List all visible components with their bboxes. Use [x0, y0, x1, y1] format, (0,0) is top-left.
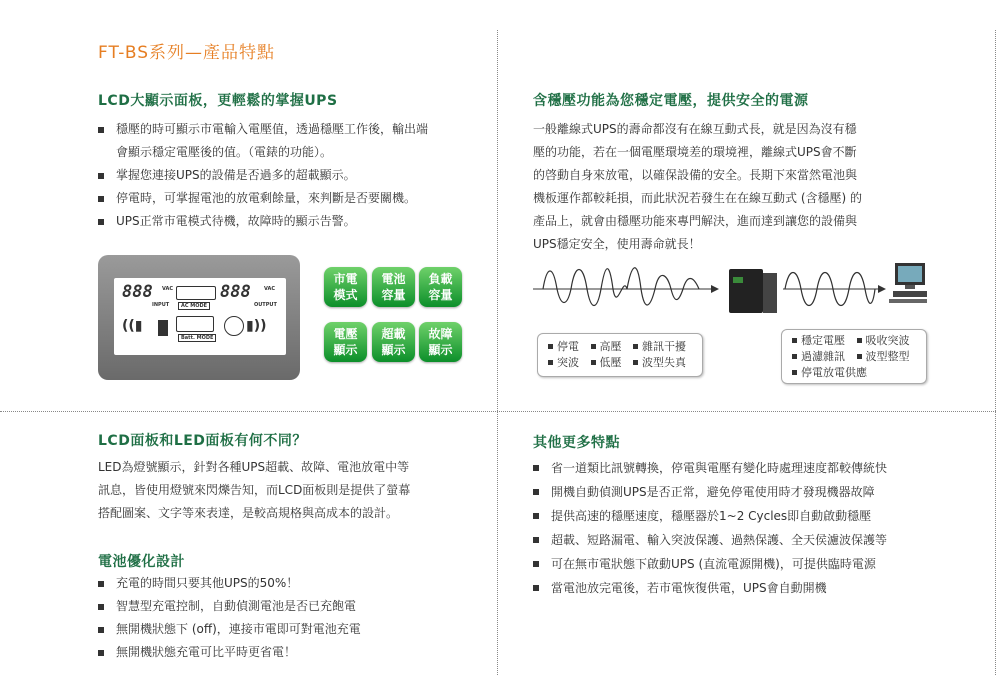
- list-item: 可在無市電狀態下啟動UPS (直流電源開機)，可提供臨時電源: [533, 552, 887, 576]
- list-item: UPS正常市電模式待機，故障時的顯示告警。: [98, 210, 428, 233]
- more-feature-list: [533, 456, 887, 600]
- list-item: 省一道類比訊號轉換，停電與電壓有變化時處理速度都較傳統快: [533, 456, 887, 480]
- list-item: 無開機狀態下 (off)，連接市電即可對電池充電: [98, 618, 361, 641]
- list-item: 充電的時間只要其他UPS的50%！: [98, 572, 361, 595]
- lcd-section-heading: LCD大顯示面板，更輕鬆的掌握UPS: [98, 93, 338, 109]
- bulb-icon: [224, 316, 244, 336]
- list-item: 開機自動偵測UPS是否正常，避免停電使用時才發現機器故障: [533, 480, 887, 504]
- computer-icon: [889, 263, 927, 303]
- battery-level-icon: [158, 320, 168, 336]
- horizontal-divider: [0, 411, 996, 412]
- mode-button-load-capacity: 負載 容量: [419, 267, 462, 307]
- stab-paragraph: 一般離線式UPS的壽命都沒有在線互動式長，就是因為沒有穩 壓的功能，若在一個電壓環境差的環境裡，離線式UPS會不斷 的啓動自身來放電，以確保設備的安全。長期下來當然電池與 機板運作都較耗損，而此狀況若發生在在線互動式 (含穩壓) 的 產品上，就會由穩壓功能來專門解決，進而達到讓您的設備與 UPS穩定安全，使用壽命就長！: [533, 122, 862, 251]
- lcd-ac-mode: AC MODE: [178, 302, 210, 310]
- more-section-heading: 其他更多特點: [533, 435, 620, 451]
- vertical-divider: [497, 30, 498, 675]
- lcd-output-digits: 888: [220, 282, 251, 302]
- mode-button-fault: 故障 顯示: [419, 322, 462, 362]
- list-item: 停電時，可掌握電池的放電剩餘量，來判斷是否要關機。: [98, 187, 428, 210]
- list-item: 當電池放完電後，若市電恢復供電，UPS會自動開機: [533, 576, 887, 600]
- callout-solutions: 穩定電壓 吸收突波 過濾雜訊 波型整型 停電放電供應: [781, 329, 927, 384]
- lcd-feature-list: [98, 118, 428, 233]
- lcd-panel-image: [98, 255, 300, 380]
- lcd-vac-left: VAC: [162, 286, 174, 292]
- lcd-screen: [114, 278, 286, 355]
- waveform-diagram: [533, 255, 933, 325]
- list-item: 智慧型充電控制，自動偵測電池是否已充飽電: [98, 595, 361, 618]
- compare-paragraph: LED為燈號顯示，針對各種UPS超載、故障、電池放電中等 訊息，皆使用燈號來閃爍告知，而LCD面板則是提供了螢幕 搭配圖案、文字等來表達，是較高規格與高成本的設計。: [98, 460, 411, 520]
- lcd-vac-right: VAC: [264, 286, 276, 292]
- stab-section-heading: 含穩壓功能為您穩定電壓，提供安全的電源: [533, 93, 809, 109]
- signal-bars-icon: ((▮: [122, 318, 143, 334]
- battery-icon: [176, 316, 214, 332]
- page-title: FT-BS系列—產品特點: [98, 43, 275, 63]
- compare-section-heading: LCD面板和LED面板有何不同？: [98, 433, 307, 449]
- ups-unit-icon: [729, 269, 777, 313]
- list-item: 無開機狀態充電可比平時更省電！: [98, 641, 361, 664]
- battery-section-heading: 電池優化設計: [98, 554, 185, 570]
- mode-button-mains: 市電 模式: [324, 267, 367, 307]
- list-item: 掌握您連接UPS的設備是否過多的超載顯示。: [98, 164, 428, 187]
- list-item: 穩壓的時可顯示市電輸入電壓值，透過穩壓工作後，輸出端: [98, 118, 428, 141]
- list-item: 提供高速的穩壓速度，穩壓器於1~2 Cycles即自動啟動穩壓: [533, 504, 887, 528]
- load-bars-icon: ▮)): [246, 318, 267, 334]
- lcd-output-label: OUTPUT: [254, 302, 277, 308]
- plug-icon: [176, 286, 216, 300]
- mode-button-battery-capacity: 電池 容量: [372, 267, 415, 307]
- list-item: 超載、短路漏電、輸入突波保護、過熱保護、全天侯濾波保護等: [533, 528, 887, 552]
- lcd-batt-mode: Batt. MODE: [178, 334, 216, 342]
- battery-feature-list: [98, 572, 361, 664]
- lcd-input-digits: 888: [122, 282, 153, 302]
- callout-problems: 停電 高壓 雜訊干擾 突波 低壓 波型失真: [537, 333, 703, 377]
- lcd-input-label: INPUT: [152, 302, 170, 308]
- list-item: 會顯示穩定電壓後的值。（電錶的功能）。: [116, 145, 333, 159]
- mode-button-voltage: 電壓 顯示: [324, 322, 367, 362]
- mode-button-overload: 超載 顯示: [372, 322, 415, 362]
